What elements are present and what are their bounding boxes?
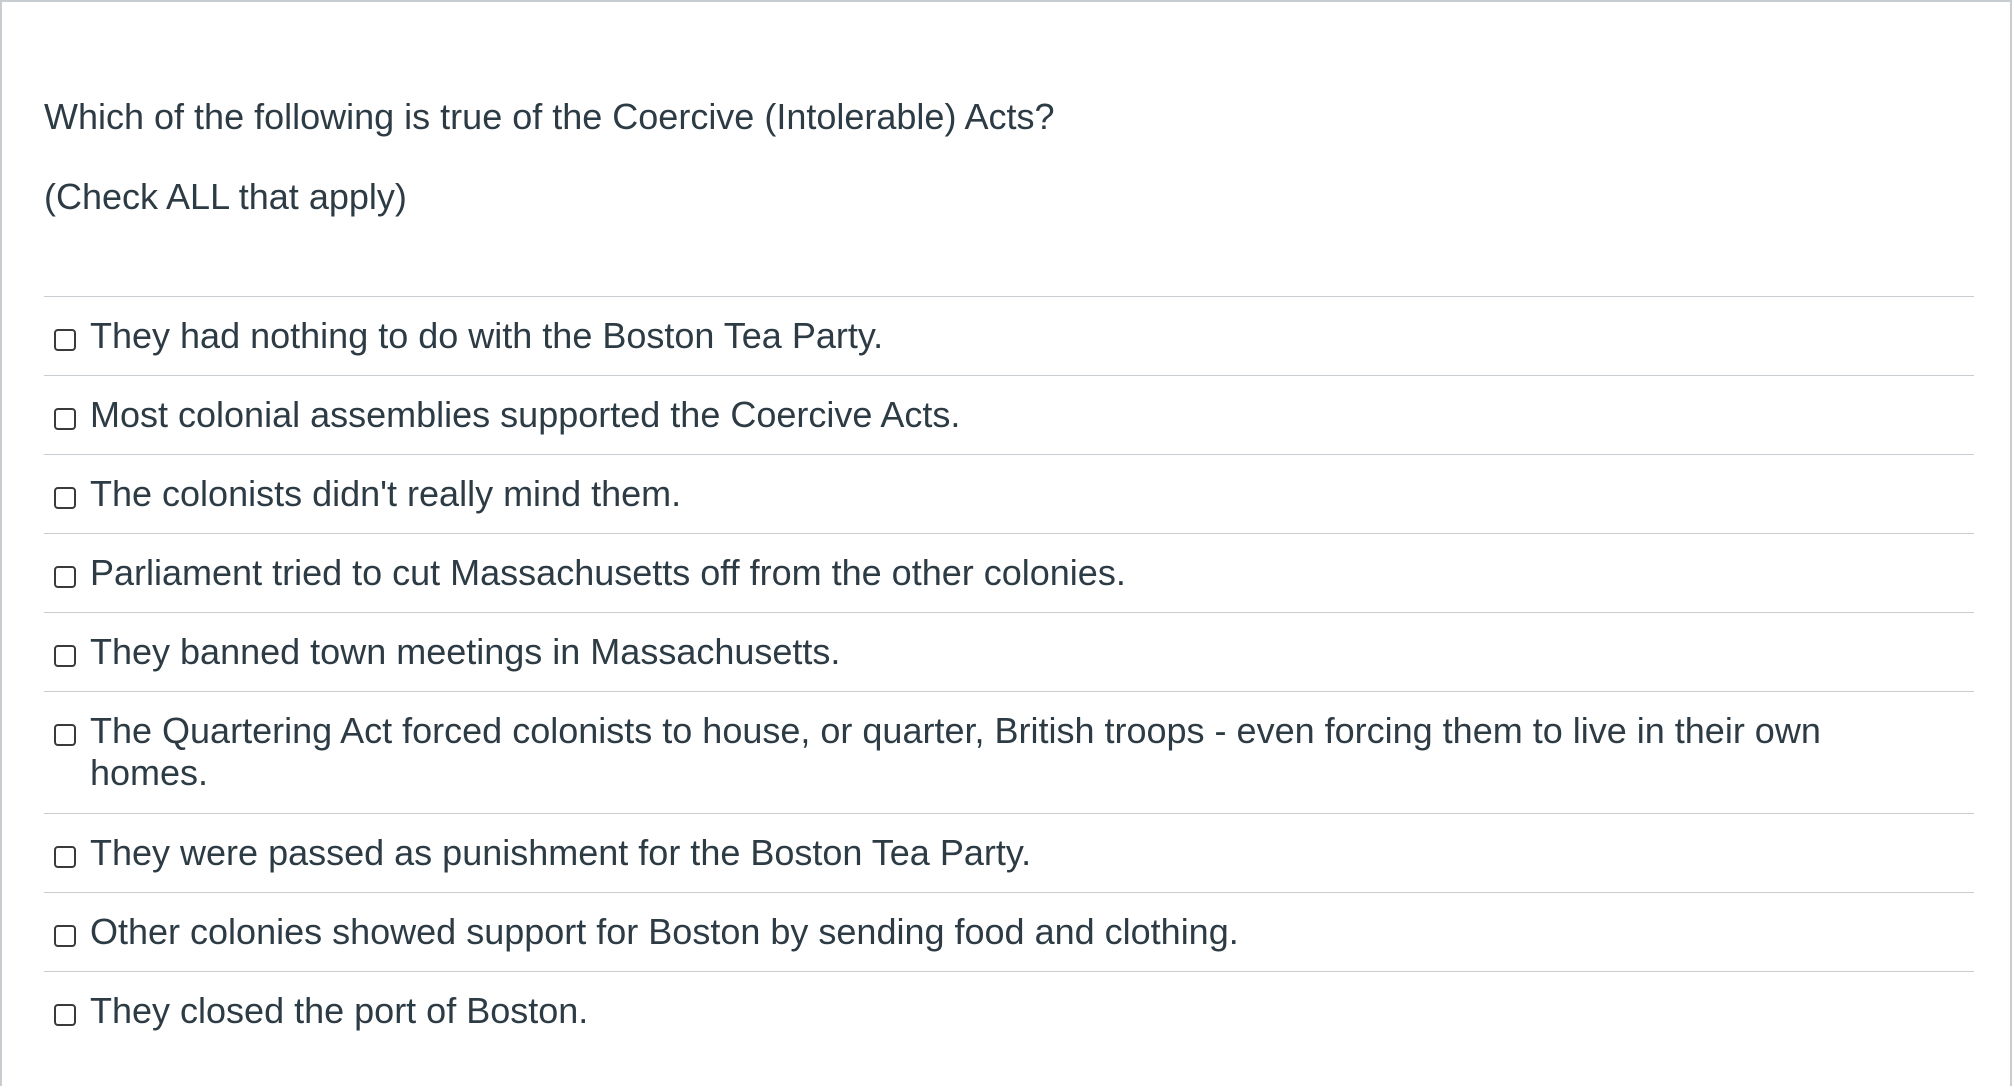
answer-checkbox[interactable]: [54, 846, 76, 868]
answer-label[interactable]: The colonists didn't really mind them.: [90, 473, 682, 514]
answer-option[interactable]: [44, 972, 1974, 1051]
answer-label[interactable]: They had nothing to do with the Boston Tea Party.: [90, 315, 884, 356]
answer-checkbox[interactable]: [54, 329, 76, 351]
answer-label[interactable]: They closed the port of Boston.: [90, 990, 589, 1031]
answer-label[interactable]: They banned town meetings in Massachusetts.: [90, 631, 841, 672]
answer-option[interactable]: [44, 376, 1974, 455]
answer-checkbox[interactable]: [54, 724, 76, 746]
answer-checkbox[interactable]: [54, 1004, 76, 1026]
answer-checkbox[interactable]: [54, 645, 76, 667]
answer-checkbox[interactable]: [54, 566, 76, 588]
answer-option[interactable]: [44, 814, 1974, 893]
answer-label[interactable]: Most colonial assemblies supported the Coercive Acts.: [90, 394, 961, 435]
answer-option[interactable]: [44, 297, 1974, 376]
answer-option[interactable]: [44, 893, 1974, 972]
answer-option[interactable]: [44, 613, 1974, 692]
answer-option[interactable]: [44, 534, 1974, 613]
answer-checkbox[interactable]: [54, 408, 76, 430]
question-block: [44, 94, 1974, 220]
answer-checkbox[interactable]: [54, 925, 76, 947]
answer-option[interactable]: [44, 455, 1974, 534]
answer-label[interactable]: Other colonies showed support for Boston by sending food and clothing.: [90, 911, 1239, 952]
answer-label[interactable]: The Quartering Act forced colonists to house, or quarter, British troops - even forcing them to live in their own homes.: [90, 710, 1821, 793]
answer-checkbox[interactable]: [54, 487, 76, 509]
answer-option[interactable]: [44, 692, 1974, 814]
answer-list: [44, 296, 1974, 1051]
answer-label[interactable]: They were passed as punishment for the Boston Tea Party.: [90, 832, 1032, 873]
question-instruction: (Check ALL that apply): [44, 176, 407, 217]
answer-label[interactable]: Parliament tried to cut Massachusetts off from the other colonies.: [90, 552, 1126, 593]
question-text: Which of the following is true of the Coercive (Intolerable) Acts?: [44, 96, 1055, 137]
